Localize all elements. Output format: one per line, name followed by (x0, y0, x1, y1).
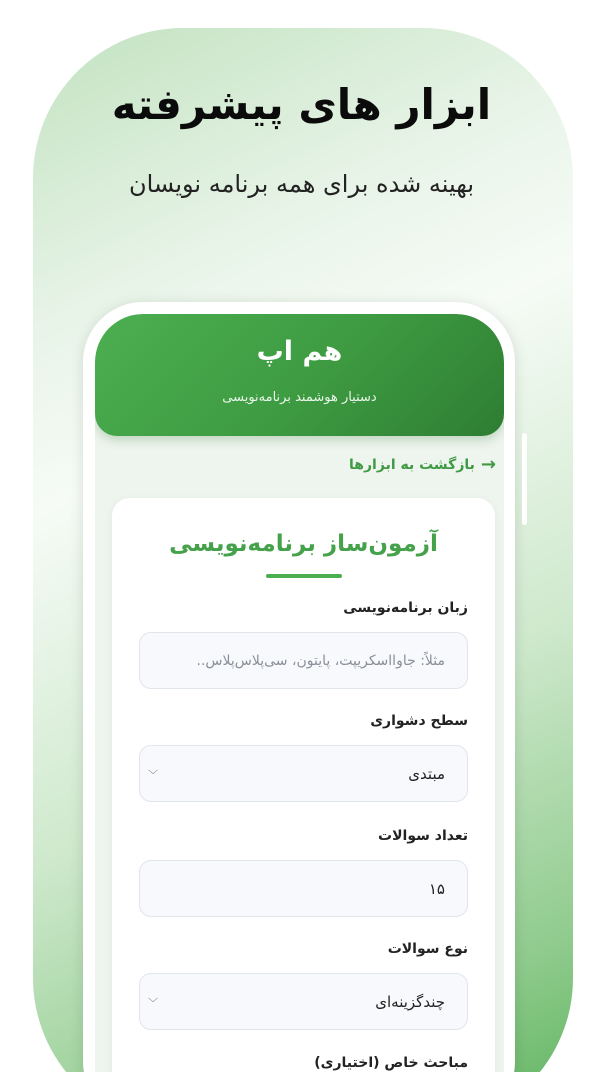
quiz-builder-form (112, 498, 495, 1072)
difficulty-value: مبتدی (408, 764, 445, 783)
back-to-tools-link[interactable] (349, 456, 496, 474)
language-label: زبان برنامه‌نویسی (343, 600, 468, 616)
language-input[interactable]: مثلاً: جاوااسکریپت، پایتون، سی‌پلاس‌پلاس.. (139, 632, 468, 689)
count-input[interactable] (139, 860, 468, 917)
app-subtitle: دستیار هوشمند برنامه‌نویسی (222, 390, 377, 405)
difficulty-label: سطح دشواری (370, 713, 468, 729)
hero-subtitle: بهینه شده برای همه برنامه نویسان (128, 170, 475, 198)
back-link-label: بازگشت به ابزارها (349, 457, 475, 473)
title-underline (266, 574, 342, 578)
count-value: ۱۵ (428, 879, 445, 898)
type-value: چندگزینه‌ای (375, 992, 445, 1011)
count-label: تعداد سوالات (378, 828, 468, 844)
chevron-down-icon: ﹀ (148, 998, 158, 1009)
form-title: آزمون‌ساز برنامه‌نویسی (169, 531, 438, 557)
app-header (95, 314, 504, 436)
topics-label: مباحث خاص (اختیاری) (314, 1055, 468, 1071)
scrollbar[interactable] (522, 433, 527, 525)
difficulty-select[interactable] (139, 745, 468, 802)
hero-title: ابزار های پیشرفته (111, 80, 492, 129)
type-select[interactable] (139, 973, 468, 1030)
app-screen (95, 314, 504, 1072)
chevron-down-icon: ﹀ (148, 770, 158, 781)
arrow-right-icon: → (480, 454, 496, 475)
type-label: نوع سوالات (387, 941, 468, 957)
app-title: هم اپ (256, 336, 343, 367)
